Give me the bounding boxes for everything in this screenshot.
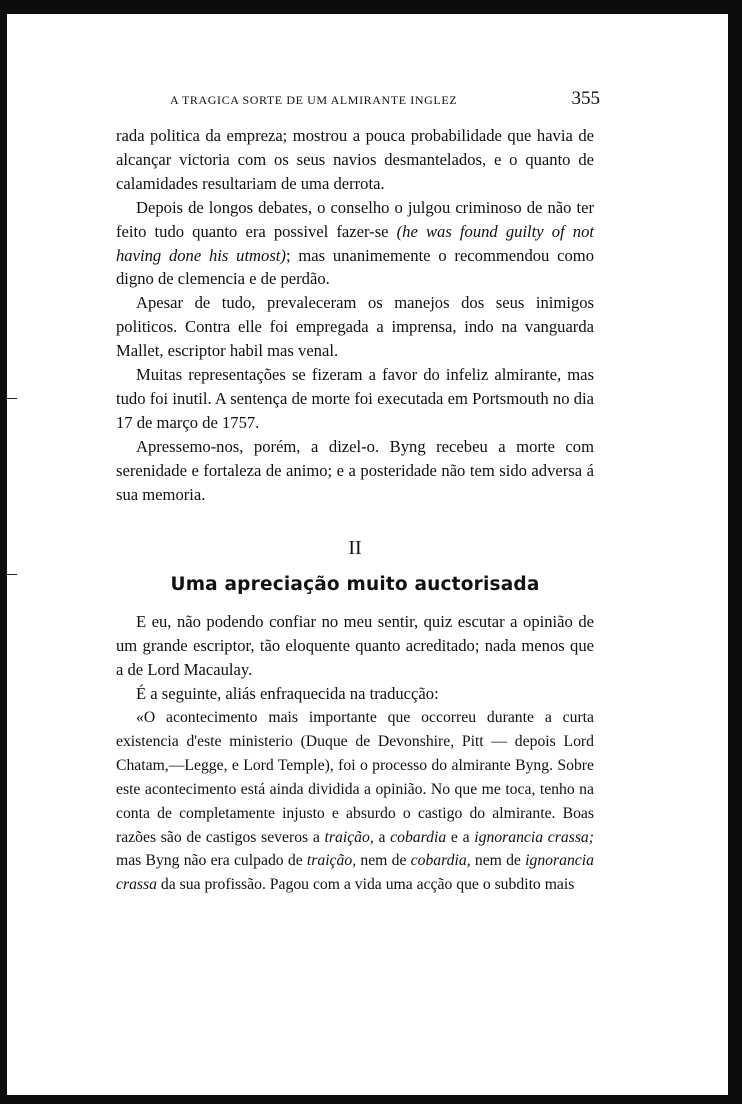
italic-span: cobardia [390, 828, 447, 846]
running-head: A TRAGICA SORTE DE UM ALMIRANTE INGLEZ [170, 93, 458, 107]
text-span: a [373, 828, 391, 846]
page-header [170, 88, 600, 110]
scan-border-left [0, 0, 7, 1104]
paragraph: Muitas representações se fizeram a favor do infeliz almirante, mas tudo foi inutil. A sentença de morte foi executada em Portsmouth no dia 17 de março de 1757. [116, 365, 594, 432]
text-span: nem de [470, 852, 526, 870]
italic-span: traição, [306, 852, 357, 870]
italic-span: ignorancia crassa; [474, 828, 594, 846]
paragraph: É a seguinte, aliás enfraquecida na traducção: [136, 684, 439, 704]
paragraph: Apesar de tudo, prevaleceram os manejos dos seus inimigos politicos. Contra elle foi empregada a imprensa, indo na vanguarda Mallet, escriptor habil mas venal. [116, 293, 594, 361]
paragraph: E eu, não podendo confiar no meu sentir, quiz escutar a opinião de um grande escriptor, tão eloquente quanto acreditado; nada menos que a de Lord Macaulay. [116, 612, 594, 680]
scan-border-top [0, 0, 742, 14]
text-span: Depois de longos debates, o conselho o julgou criminoso de não ter feito tudo quanto era possivel fazer-se [116, 197, 594, 241]
text-span: e a [446, 828, 475, 846]
text-span: ; mas unanimemente o recommendou como digno de clemencia e de perdão. [116, 245, 594, 289]
italic-span: cobardia, [410, 852, 471, 870]
text-span: «O acontecimento mais importante que occorreu durante a curta existencia d'este ministerio (Duque de Devonshire, Pitt — depois Lord Chatam,—Legge, e Lord Temple), foi o processo do almirante Byng. Sobre este acontecimento está ainda dividida a opinião. No que me toca, tenho na conta de completamente injusto e absurdo o castigo do almirante. Boas razões são de castigos severos a [116, 709, 594, 846]
margin-mark [7, 398, 17, 399]
italic-span: traição, [324, 828, 374, 846]
scan-border-right [728, 0, 742, 1104]
section-numeral: II [348, 536, 362, 559]
paragraph [116, 196, 594, 292]
section-title: Uma apreciação muito auctorisada [170, 573, 540, 595]
italic-span: ignorancia crassa [116, 852, 594, 894]
paragraph: rada politica da empreza; mostrou a pouca probabilidade que havia de alcançar victoria com os seus navios desmantelados, e o quanto de calamidades resultariam de uma derrota. [116, 126, 594, 193]
page-body [116, 124, 594, 897]
text-span: mas Byng não era culpado de [116, 852, 307, 870]
margin-mark [7, 574, 17, 575]
page-number: 355 [571, 88, 600, 109]
text-span: nem de [356, 852, 411, 870]
italic-span: (he was found guilty of not having done his utmost) [116, 221, 595, 265]
paragraph: Apressemo-nos, porém, a dizel-o. Byng recebeu a morte com serenidade e fortaleza de animo; e a posteridade não tem sido adversa á sua memoria. [116, 436, 594, 504]
text-span: da sua profissão. Pagou com a vida uma acção que o subdito mais [156, 876, 575, 894]
quote-paragraph [116, 706, 594, 897]
scan-border-bottom [0, 1095, 742, 1104]
